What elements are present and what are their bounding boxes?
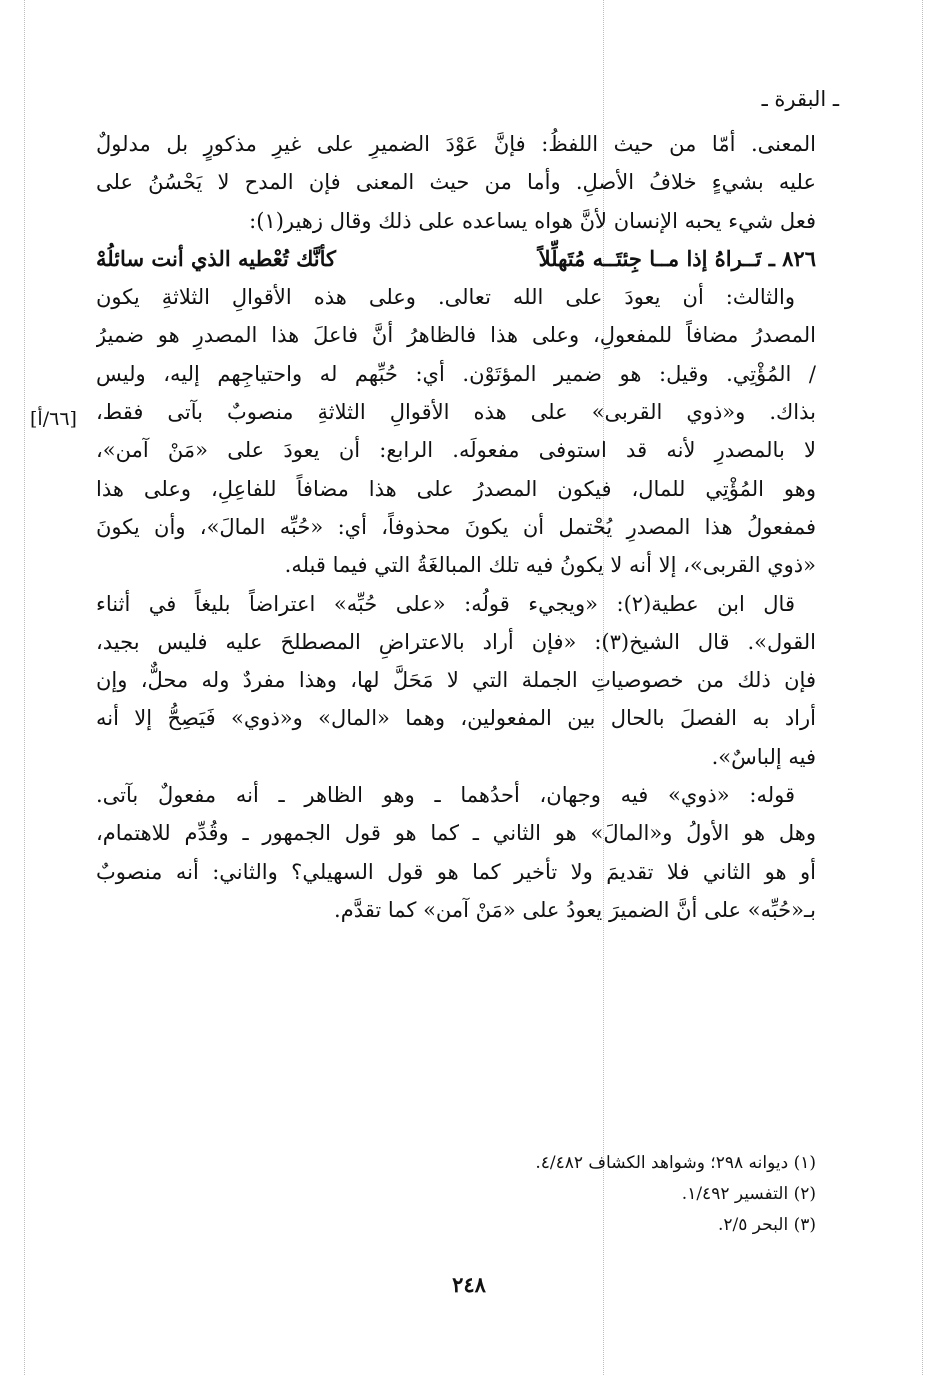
running-header: ـ البقرة ـ: [761, 87, 839, 111]
footnotes: [96, 1148, 816, 1241]
text-line: عليه بشيءٍ خلافُ الأصلِ. وأما من حيث المعنى فإن المدح لا يَحْسُنُ على: [96, 170, 816, 195]
text-line: المعنى. أمّا من حيث اللفظُ: فإنَّ عَوْدَ الضميرِ على غيرِ مذكورٍ بل مدلولٌ: [96, 132, 816, 156]
text-line: أراد به الفصلَ بالحال بين المفعولين، وهما «المال» و«ذوي» فَيَصِحُّ إلا أنه: [96, 706, 816, 731]
verse-first-hemistich: تَــراهُ إذا مــا جِئتَــه مُتَهلِّلاً: [538, 245, 762, 271]
footnote: (١) ديوانه ٢٩٨؛ وشواهد الكشاف ٤/٤٨٢.: [535, 1153, 816, 1173]
page-number: ٢٤٨: [452, 1272, 486, 1297]
scan-artifact-left: [24, 0, 25, 1375]
text-line: أو هو الثاني فلا تقديمَ ولا تأخير كما هو قول السهيلي؟ والثاني: أنه منصوبٌ: [96, 859, 816, 884]
text-line: فإن ذلك من خصوصياتِ الجملة التي لا مَحَلَّ لها، وهذا مفردٌ وله محلٌّ، وإن: [96, 668, 816, 693]
footnote: (٣) البحر ٢/٥.: [717, 1215, 816, 1235]
poetry-verse: [96, 240, 816, 278]
text-line: وهل هو الأولُ و«المالَ» هو الثاني ـ كما هو قول الجمهور ـ وقُدِّم للاهتمام،: [96, 821, 816, 846]
text-line: والثالث: أن يعودَ على الله تعالى. وعلى هذه الأقوالِ الثلاثةِ يكون: [96, 285, 795, 310]
text-line: القول». قال الشيخ(٣): «فإن أراد بالاعتراضِ المصطلحَ عليه فليس بجيد،: [96, 629, 816, 654]
text-line: بـ«حُبِّه» على أنَّ الضميرَ يعودُ على «مَنْ آمن» كما تقدَّم.: [334, 897, 816, 922]
scan-artifact-right: [922, 0, 923, 1375]
text-line: «ذوي القربى»، إلا أنه لا يكونُ فيه تلك المبالغَةُ التي فيما قبله.: [284, 553, 816, 578]
text-line: لا بالمصدرِ لأنه قد استوفى مفعولَه. الرابع: أن يعودَ على «مَنْ آمن»،: [96, 438, 816, 463]
verse-second-hemistich: كأنَّك تُعْطيه الذي أنت سائلُهْ: [96, 245, 337, 271]
verse-number: [539, 240, 816, 278]
text-line: قال ابن عطية(٢): «ويجيء قولُه: «على حُبِّه» اعتراضاً بليغاً في أثناء: [96, 591, 795, 616]
footnote: (٢) التفسير ١/٤٩٢.: [681, 1184, 816, 1204]
text-line: بذاك. و«ذوي القربى» على هذه الأقوالِ الثلاثةِ منصوبٌ بآتى فقط،: [96, 400, 816, 425]
verse-dash: ـ: [768, 245, 775, 271]
text-line: فعل شيء يحبه الإنسان لأنَّ هواه يساعده على ذلك وقال زهير(١):: [249, 208, 816, 233]
text-line: / المُؤْتِي. وقيل: هو ضمير المؤتَوْن. أي: حُبِّهم له واحتياجِهم إليه، وليس: [96, 361, 816, 386]
verse-number-value: ٨٢٦: [782, 245, 816, 271]
manuscript-folio-marker: [٦٦/أ]: [30, 408, 77, 430]
text-line: قوله: «ذوي» فيه وجهان، أحدُهما ـ وهو الظاهر ـ أنه مفعولٌ بآتى.: [96, 783, 795, 808]
text-line: المصدرُ مضافاً للمفعولِ، وعلى هذا فالظاهرُ أنَّ فاعلَ هذا المصدرِ هو ضميرُ: [96, 323, 816, 348]
text-line: فيه إلباسٌ».: [711, 744, 816, 769]
text-line: وهو المُؤْتِي للمال، فيكون المصدرُ على هذا مضافاً للفاعِلِ، وعلى هذا: [96, 476, 816, 501]
text-line: فمفعولُ هذا المصدرِ يُحْتمل أن يكونَ محذوفاً، أي: «حُبِّه المالَ»، وأن يكونَ: [96, 514, 816, 539]
main-text-block: [96, 125, 816, 929]
